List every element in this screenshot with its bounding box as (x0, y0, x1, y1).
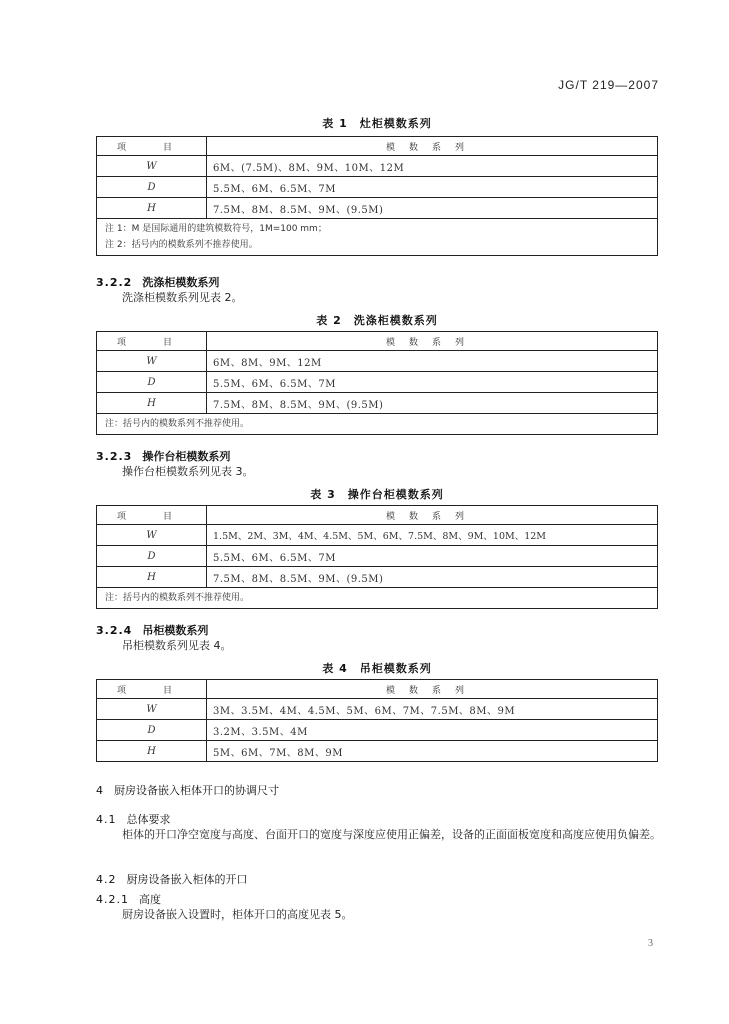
table1 (96, 136, 658, 256)
table4 (96, 679, 658, 762)
section-3-2-2-intro: 洗涤柜模数系列见表 2。 (122, 291, 243, 304)
section-title: 洗涤柜模数系列 (142, 276, 220, 289)
table4-row-item: D (97, 720, 207, 741)
table-row (97, 198, 658, 219)
section-heading-4 (96, 782, 279, 798)
table2-caption: 表 2 洗涤柜模数系列 (316, 314, 438, 327)
section-number: 3.2.4 (96, 624, 133, 637)
table-row (97, 546, 658, 567)
table4-row-values: 3.2M、3.5M、4M (207, 720, 658, 741)
table1-header-item: 项 目 (97, 137, 207, 156)
table2-row-item: H (97, 393, 207, 414)
table1-row-values: 7.5M、8M、8.5M、9M、(9.5M) (207, 198, 658, 219)
table-row (97, 156, 658, 177)
table3-header-series: 模数系列 (207, 506, 658, 525)
table3-row-item: W (97, 525, 207, 546)
table4-row-values: 3M、3.5M、4M、4.5M、5M、6M、7M、7.5M、8M、9M (207, 699, 658, 720)
table1-note-2: 注 2：括号内的模数系列不推荐使用。 (105, 240, 258, 250)
table1-row-values: 5.5M、6M、6.5M、7M (207, 177, 658, 198)
section-number: 4.2.1 (96, 893, 129, 906)
table4-caption: 表 4 吊柜模数系列 (322, 662, 432, 675)
table1-row-item: H (97, 198, 207, 219)
table3-note: 注：括号内的模数系列不推荐使用。 (97, 588, 658, 609)
table3 (96, 505, 658, 609)
section-title: 高度 (139, 893, 161, 906)
section-3-2-3-intro: 操作台柜模数系列见表 3。 (122, 465, 254, 478)
section-title: 操作台柜模数系列 (142, 450, 231, 463)
section-heading-4-2 (96, 871, 248, 887)
table1-row-item: D (97, 177, 207, 198)
table3-header-item: 项 目 (97, 506, 207, 525)
table1-notes (97, 219, 658, 256)
table3-row-item: H (97, 567, 207, 588)
table1-note-row (97, 219, 658, 256)
table1-header-row (97, 137, 658, 156)
table3-caption: 表 3 操作台柜模数系列 (310, 488, 444, 501)
section-4-1-body: 柜体的开口净空宽度与高度、台面开口的宽度与深度应使用正偏差，设备的正面面板宽度和高度应使用负偏差。 (122, 828, 661, 841)
table-row (97, 351, 658, 372)
table1-row-values: 6M、(7.5M)、8M、9M、10M、12M (207, 156, 658, 177)
table1-caption: 表 1 灶柜模数系列 (322, 117, 432, 130)
section-number: 3.2.3 (96, 450, 133, 463)
table-row (97, 177, 658, 198)
table1-row-item: W (97, 156, 207, 177)
table-row (97, 567, 658, 588)
table2 (96, 331, 658, 435)
table1-header-series: 模数系列 (207, 137, 658, 156)
table-row (97, 699, 658, 720)
table2-row-item: D (97, 372, 207, 393)
table2-row-values: 7.5M、8M、8.5M、9M、(9.5M) (207, 393, 658, 414)
section-number: 4 (96, 784, 104, 797)
table4-row-values: 5M、6M、7M、8M、9M (207, 741, 658, 762)
table4-row-item: W (97, 699, 207, 720)
table4-row-item: H (97, 741, 207, 762)
table-row (97, 393, 658, 414)
table2-note: 注：括号内的模数系列不推荐使用。 (97, 414, 658, 435)
section-3-2-4-intro: 吊柜模数系列见表 4。 (122, 639, 232, 652)
standard-code: JG/T 219—2007 (558, 78, 659, 92)
table-row (97, 741, 658, 762)
table3-row-values: 1.5M、2M、3M、4M、4.5M、5M、6M、7.5M、8M、9M、10M、12M (207, 525, 658, 546)
section-title: 厨房设备嵌入柜体开口的协调尺寸 (114, 784, 279, 797)
table3-note-row (97, 588, 658, 609)
table2-header-series: 模数系列 (207, 332, 658, 351)
table2-header-item: 项 目 (97, 332, 207, 351)
table1-note-1: 注 1：M 是国际通用的建筑模数符号，1M=100 mm； (105, 224, 327, 234)
table2-row-values: 5.5M、6M、6.5M、7M (207, 372, 658, 393)
table3-header-row (97, 506, 658, 525)
table4-header-item: 项 目 (97, 680, 207, 699)
table-row (97, 372, 658, 393)
section-4-2-1-body: 厨房设备嵌入设置时，柜体开口的高度见表 5。 (122, 908, 353, 921)
table4-header-row (97, 680, 658, 699)
table3-row-item: D (97, 546, 207, 567)
table2-header-row (97, 332, 658, 351)
page-number: 3 (648, 938, 653, 949)
table2-row-item: W (97, 351, 207, 372)
table-row (97, 720, 658, 741)
table3-row-values: 7.5M、8M、8.5M、9M、(9.5M) (207, 567, 658, 588)
section-title: 厨房设备嵌入柜体的开口 (126, 873, 248, 886)
table2-note-row (97, 414, 658, 435)
table-row (97, 525, 658, 546)
section-number: 4.2 (96, 873, 117, 886)
table4-header-series: 模数系列 (207, 680, 658, 699)
section-number: 4.1 (96, 813, 117, 826)
section-number: 3.2.2 (96, 276, 133, 289)
table3-row-values: 5.5M、6M、6.5M、7M (207, 546, 658, 567)
section-title: 吊柜模数系列 (142, 624, 209, 637)
section-title: 总体要求 (126, 813, 171, 826)
table2-row-values: 6M、8M、9M、12M (207, 351, 658, 372)
